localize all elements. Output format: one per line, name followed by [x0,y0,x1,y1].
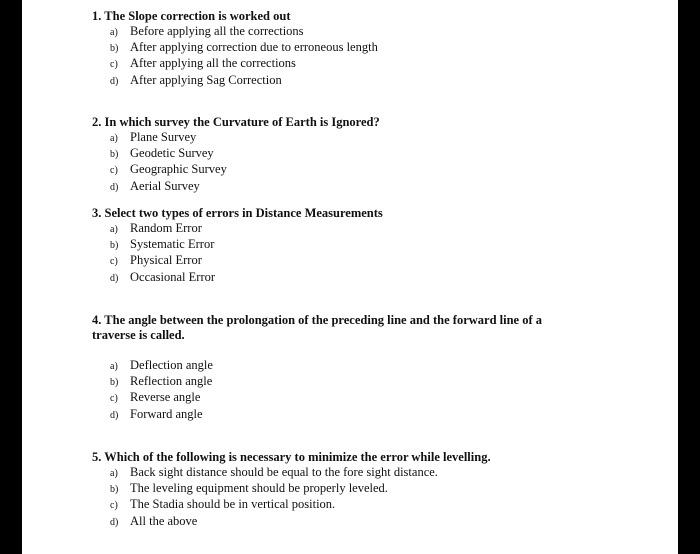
question-1 [92,9,592,89]
option-text: Occasional Error [130,269,216,284]
option-b [92,374,592,390]
option-letter: b) [110,240,119,252]
question-title-line-1: 4. The angle between the prolongation of the preceding line and the forward line of a [92,313,542,327]
document-page [22,0,678,554]
option-letter: d) [110,181,119,193]
option-c [92,56,592,72]
option-text: Reflection angle [130,374,213,389]
option-c [92,390,592,406]
option-text: Back sight distance should be equal to the fore sight distance. [130,465,438,479]
option-letter: c) [110,393,118,405]
option-list [92,24,592,89]
option-d [92,514,592,530]
option-c [92,162,592,178]
question-5 [92,450,592,530]
option-text: The Stadia should be in vertical position. [130,497,336,512]
question-title [92,313,592,343]
option-text: Systematic Error [130,237,215,252]
question-title: 3. Select two types of errors in Distance Measurements [92,206,383,220]
option-list [92,358,592,423]
option-letter: d) [110,75,119,87]
option-letter: b) [110,149,119,161]
option-list [92,130,592,195]
option-letter: d) [110,516,119,528]
option-text: Aerial Survey [130,178,200,193]
option-letter: a) [110,361,118,372]
option-text: The leveling equipment should be properly leveled. [130,481,388,496]
option-text: Random Error [130,221,202,235]
option-list [92,465,592,530]
option-text: Geographic Survey [130,162,227,177]
option-letter: c) [110,256,118,268]
option-letter: b) [110,377,119,389]
option-text: After applying Sag Correction [130,72,282,87]
option-letter: a) [110,133,118,144]
option-b [92,237,592,253]
question-2 [92,115,592,195]
option-d [92,270,592,286]
option-letter: c) [110,500,118,512]
option-text: Physical Error [130,253,202,268]
option-text: After applying all the corrections [130,56,296,71]
option-letter: d) [110,409,119,421]
option-a [92,130,592,146]
option-text: Reverse angle [130,390,201,405]
option-text: Geodetic Survey [130,146,214,161]
option-letter: b) [110,43,119,55]
option-letter: a) [110,224,118,235]
option-letter: a) [110,27,118,38]
option-letter: d) [110,272,119,284]
option-c [92,253,592,269]
option-letter: a) [110,468,118,479]
question-title-line-2: traverse is called. [92,328,185,342]
option-text: After applying correction due to erroneous length [130,40,378,55]
question-title: 5. Which of the following is necessary to minimize the error while levelling. [92,450,491,464]
option-b [92,146,592,162]
option-text: Forward angle [130,406,203,421]
question-title: 2. In which survey the Curvature of Earth is Ignored? [92,115,380,129]
option-text: All the above [130,513,198,528]
option-b [92,481,592,497]
option-text: Before applying all the corrections [130,24,304,38]
option-b [92,40,592,56]
option-d [92,407,592,423]
option-d [92,73,592,89]
option-text: Deflection angle [130,358,213,372]
option-text: Plane Survey [130,130,197,144]
option-list [92,221,592,286]
question-4 [92,313,592,423]
option-a [92,358,592,374]
question-3 [92,206,592,286]
option-letter: c) [110,165,118,177]
option-letter: c) [110,59,118,71]
question-title: 1. The Slope correction is worked out [92,9,291,23]
option-a [92,221,592,237]
option-a [92,465,592,481]
option-d [92,179,592,195]
option-a [92,24,592,40]
option-c [92,497,592,513]
option-letter: b) [110,484,119,496]
